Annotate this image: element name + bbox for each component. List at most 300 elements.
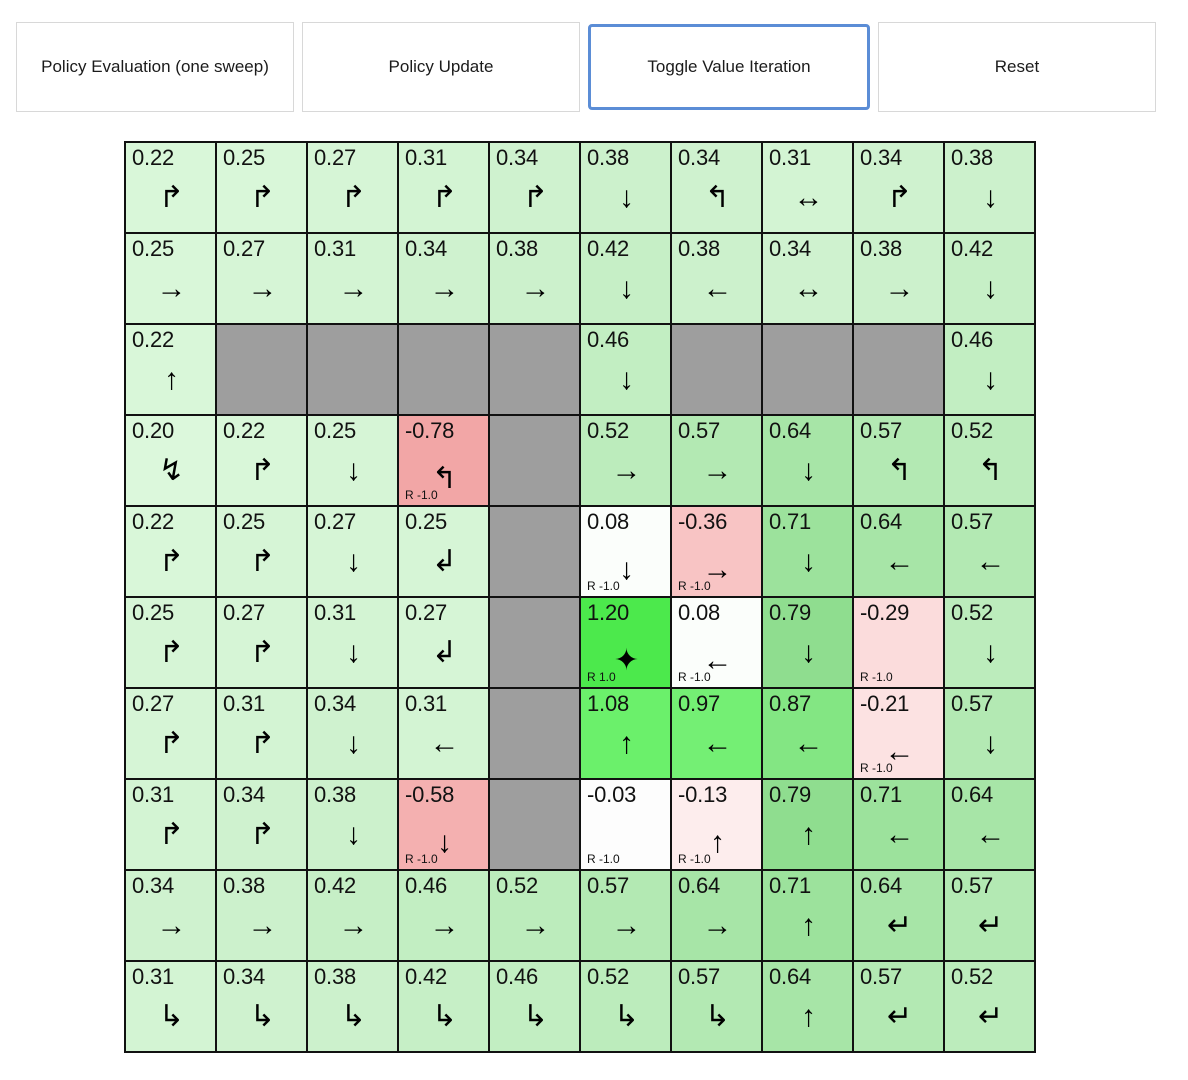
cell-inner	[672, 871, 761, 960]
policy-arrow-icon: →	[156, 272, 185, 305]
policy-arrow-icon: ←	[702, 727, 731, 760]
grid-row	[125, 688, 1035, 779]
cell-inner	[581, 325, 670, 414]
cell-inner	[126, 780, 215, 869]
grid-cell[interactable]	[762, 142, 853, 233]
policy-arrow-icon: ↳	[613, 1000, 638, 1033]
policy-arrow-icon: ↓	[801, 636, 814, 669]
policy-arrow-icon: →	[884, 272, 913, 305]
cell-value: 0.46	[587, 327, 630, 352]
cell-inner	[672, 598, 761, 687]
policy-arrow-icon: →	[702, 909, 731, 942]
policy-arrow-icon: ↓	[983, 181, 996, 214]
grid-cell[interactable]	[307, 961, 398, 1052]
cell-value: 0.57	[860, 418, 903, 443]
cell-inner	[581, 962, 670, 1051]
cell-value: 0.52	[951, 600, 994, 625]
cell-reward-label: R 1.0	[587, 670, 616, 684]
cell-inner	[854, 780, 943, 869]
grid-cell[interactable]	[307, 415, 398, 506]
policy-arrow-icon: ↑	[801, 818, 814, 851]
policy-arrow-icon: ↓	[346, 545, 359, 578]
grid-cell[interactable]	[853, 142, 944, 233]
cell-inner	[126, 416, 215, 505]
grid-cell[interactable]	[398, 415, 489, 506]
grid-cell[interactable]	[944, 415, 1035, 506]
policy-arrow-icon: ↰	[431, 462, 456, 495]
cell-value: 0.57	[951, 509, 994, 534]
policy-arrow-icon: →	[702, 454, 731, 487]
policy-arrow-icon: ↓	[619, 181, 632, 214]
grid-row	[125, 415, 1035, 506]
grid-table	[124, 141, 1036, 1053]
grid-cell[interactable]	[944, 233, 1035, 324]
cell-inner	[672, 689, 761, 778]
grid-cell[interactable]	[125, 415, 216, 506]
grid-row	[125, 142, 1035, 233]
policy-arrow-icon: ↓	[619, 363, 632, 396]
cell-value: 0.38	[223, 873, 266, 898]
grid-cell[interactable]	[307, 870, 398, 961]
policy-arrow-icon: ↱	[249, 727, 274, 760]
cell-value: 0.64	[678, 873, 721, 898]
grid-cell-wall	[853, 324, 944, 415]
grid-cell[interactable]	[853, 688, 944, 779]
grid-cell[interactable]	[944, 597, 1035, 688]
cell-value: 0.42	[587, 236, 630, 261]
grid-cell[interactable]	[398, 142, 489, 233]
policy-arrow-icon: ↳	[522, 1000, 547, 1033]
cell-value: 0.25	[132, 600, 175, 625]
grid-cell[interactable]	[398, 233, 489, 324]
cell-value: 0.64	[951, 782, 994, 807]
cell-value: 0.38	[314, 964, 357, 989]
cell-value: 0.34	[314, 691, 357, 716]
grid-cell[interactable]	[125, 506, 216, 597]
grid-cell[interactable]	[398, 870, 489, 961]
cell-value: 0.34	[223, 782, 266, 807]
cell-inner	[763, 780, 852, 869]
cell-value: 0.79	[769, 600, 812, 625]
cell-inner	[581, 416, 670, 505]
grid-cell[interactable]	[762, 688, 853, 779]
cell-value: 0.25	[223, 145, 266, 170]
cell-inner	[308, 689, 397, 778]
grid-cell[interactable]	[216, 506, 307, 597]
policy-arrow-icon: ↱	[158, 727, 183, 760]
policy-arrow-icon: ↓	[983, 272, 996, 305]
policy-arrow-icon: →	[338, 909, 367, 942]
cell-inner	[399, 234, 488, 323]
policy-arrow-icon: ↱	[158, 818, 183, 851]
grid-cell[interactable]	[125, 324, 216, 415]
cell-value: -0.13	[678, 782, 728, 807]
policy-arrow-icon: ↯	[158, 454, 183, 487]
policy-arrow-icon: →	[702, 553, 731, 586]
cell-value: 0.57	[951, 691, 994, 716]
grid-cell[interactable]	[216, 415, 307, 506]
policy-arrow-icon: ↱	[249, 818, 274, 851]
cell-value: 0.38	[951, 145, 994, 170]
policy-arrow-icon: ↱	[158, 636, 183, 669]
cell-inner	[217, 143, 306, 232]
cell-inner	[308, 507, 397, 596]
grid-cell[interactable]	[671, 688, 762, 779]
cell-value: 0.34	[860, 145, 903, 170]
grid-cell[interactable]	[125, 961, 216, 1052]
cell-value: 0.57	[951, 873, 994, 898]
cell-inner	[672, 143, 761, 232]
cell-value: 0.27	[223, 600, 266, 625]
cell-value: 0.31	[132, 964, 175, 989]
grid-cell[interactable]	[853, 233, 944, 324]
cell-inner	[490, 871, 579, 960]
grid-row	[125, 870, 1035, 961]
policy-arrow-icon: →	[520, 909, 549, 942]
policy-arrow-icon: ↱	[522, 181, 547, 214]
cell-value: -0.21	[860, 691, 910, 716]
grid-cell[interactable]	[398, 506, 489, 597]
cell-value: 0.52	[951, 418, 994, 443]
grid-cell[interactable]	[489, 233, 580, 324]
cell-value: 0.22	[132, 145, 175, 170]
cell-value: 0.31	[314, 236, 357, 261]
grid-cell[interactable]	[580, 415, 671, 506]
cell-inner	[854, 143, 943, 232]
grid-cell[interactable]	[307, 142, 398, 233]
policy-arrow-icon: ↵	[977, 909, 1002, 942]
policy-arrow-icon: ↑	[164, 363, 177, 396]
grid-cell[interactable]	[125, 142, 216, 233]
cell-inner	[308, 598, 397, 687]
cell-inner	[581, 871, 670, 960]
cell-inner	[945, 325, 1034, 414]
grid-cell[interactable]	[398, 597, 489, 688]
grid-cell[interactable]	[671, 870, 762, 961]
grid-cell[interactable]	[944, 961, 1035, 1052]
grid-cell[interactable]	[944, 870, 1035, 961]
grid-cell[interactable]	[216, 688, 307, 779]
policy-arrow-icon: ↱	[249, 181, 274, 214]
grid-cell[interactable]	[398, 779, 489, 870]
policy-arrow-icon: ↑	[710, 826, 723, 859]
grid-cell[interactable]	[671, 415, 762, 506]
policy-arrow-icon: ↲	[431, 545, 456, 578]
cell-reward-label: R -1.0	[678, 852, 711, 866]
grid-cell[interactable]	[944, 506, 1035, 597]
cell-value: 0.34	[223, 964, 266, 989]
grid-cell[interactable]	[307, 506, 398, 597]
cell-value: 0.79	[769, 782, 812, 807]
grid-cell[interactable]	[944, 779, 1035, 870]
cell-inner	[490, 234, 579, 323]
cell-inner	[854, 962, 943, 1051]
cell-value: 0.52	[496, 873, 539, 898]
policy-arrow-icon: ↱	[158, 545, 183, 578]
policy-arrow-icon: ↲	[431, 636, 456, 669]
grid-cell[interactable]	[853, 597, 944, 688]
cell-value: 0.34	[678, 145, 721, 170]
cell-inner	[945, 143, 1034, 232]
policy-arrow-icon: →	[247, 909, 276, 942]
cell-inner	[672, 416, 761, 505]
cell-inner	[126, 325, 215, 414]
toolbar	[16, 22, 1156, 112]
policy-arrow-icon: ←	[884, 735, 913, 768]
grid-cell[interactable]	[398, 688, 489, 779]
grid-cell[interactable]	[125, 870, 216, 961]
cell-inner	[945, 962, 1034, 1051]
cell-reward-label: R -1.0	[678, 670, 711, 684]
policy-arrow-icon: ↓	[346, 727, 359, 760]
grid-cell[interactable]	[853, 415, 944, 506]
grid-cell[interactable]	[125, 233, 216, 324]
cell-value: 0.31	[314, 600, 357, 625]
policy-arrow-icon: ↵	[886, 1000, 911, 1033]
grid-cell[interactable]	[944, 688, 1035, 779]
policy-arrow-icon: ↓	[983, 636, 996, 669]
cell-inner	[490, 143, 579, 232]
grid-cell[interactable]	[671, 142, 762, 233]
cell-inner	[126, 598, 215, 687]
grid-cell-wall	[489, 688, 580, 779]
cell-value: -0.58	[405, 782, 455, 807]
reset-button[interactable]: Reset	[878, 22, 1156, 112]
grid-cell[interactable]	[762, 597, 853, 688]
grid-cell[interactable]	[762, 233, 853, 324]
cell-value: -0.03	[587, 782, 637, 807]
grid-cell[interactable]	[489, 870, 580, 961]
grid-cell[interactable]	[307, 233, 398, 324]
policy-arrow-icon: ↰	[886, 454, 911, 487]
policy-arrow-icon: ←	[702, 644, 731, 677]
grid-cell[interactable]	[671, 233, 762, 324]
grid-cell[interactable]	[853, 506, 944, 597]
grid-cell[interactable]	[762, 415, 853, 506]
cell-inner	[763, 962, 852, 1051]
cell-inner	[763, 689, 852, 778]
cell-value: 0.25	[405, 509, 448, 534]
cell-value: 0.64	[769, 418, 812, 443]
grid-cell[interactable]	[671, 779, 762, 870]
grid-cell[interactable]	[580, 324, 671, 415]
cell-value: 0.25	[132, 236, 175, 261]
policy-update-button[interactable]: Policy Update	[302, 22, 580, 112]
cell-inner	[399, 416, 488, 505]
policy-arrow-icon: ←	[884, 818, 913, 851]
cell-value: -0.29	[860, 600, 910, 625]
grid-cell[interactable]	[762, 870, 853, 961]
cell-value: 0.31	[405, 691, 448, 716]
policy-arrow-icon: ↓	[437, 826, 450, 859]
cell-inner	[308, 871, 397, 960]
cell-inner	[217, 780, 306, 869]
grid-cell[interactable]	[216, 233, 307, 324]
grid-cell[interactable]	[125, 597, 216, 688]
policy-arrow-icon: →	[429, 272, 458, 305]
cell-value: 0.31	[405, 145, 448, 170]
grid-cell[interactable]	[853, 779, 944, 870]
cell-value: 0.31	[223, 691, 266, 716]
cell-inner	[581, 507, 670, 596]
grid-cell[interactable]	[671, 961, 762, 1052]
cell-inner	[399, 871, 488, 960]
grid-cell[interactable]	[580, 779, 671, 870]
grid-cell[interactable]	[216, 870, 307, 961]
cell-inner	[763, 507, 852, 596]
cell-inner	[945, 234, 1034, 323]
grid-cell-wall	[489, 415, 580, 506]
grid-cell-wall	[398, 324, 489, 415]
grid-cell[interactable]	[671, 597, 762, 688]
cell-reward-label: R -1.0	[405, 488, 438, 502]
cell-inner	[945, 780, 1034, 869]
cell-value: 0.52	[587, 964, 630, 989]
cell-inner	[399, 780, 488, 869]
cell-inner	[581, 689, 670, 778]
cell-inner	[217, 598, 306, 687]
policy-arrow-icon: ↰	[704, 181, 729, 214]
policy-arrow-icon: ↵	[886, 909, 911, 942]
cell-value: 0.25	[223, 509, 266, 534]
policy-arrow-icon: ↓	[346, 818, 359, 851]
grid-cell[interactable]	[853, 870, 944, 961]
toggle-value-iteration-button[interactable]: Toggle Value Iteration	[588, 24, 870, 110]
grid-cell[interactable]	[489, 142, 580, 233]
cell-inner	[126, 871, 215, 960]
policy-arrow-icon: →	[247, 272, 276, 305]
cell-value: 0.97	[678, 691, 721, 716]
cell-inner	[399, 689, 488, 778]
cell-value: 0.34	[769, 236, 812, 261]
cell-inner	[217, 507, 306, 596]
grid-cell[interactable]	[853, 961, 944, 1052]
cell-value: 0.57	[860, 964, 903, 989]
grid-cell[interactable]	[580, 688, 671, 779]
cell-inner	[672, 507, 761, 596]
grid-cell[interactable]	[216, 961, 307, 1052]
cell-value: 0.57	[678, 964, 721, 989]
cell-inner	[945, 507, 1034, 596]
cell-inner	[308, 962, 397, 1051]
grid-cell[interactable]	[580, 597, 671, 688]
cell-inner	[581, 143, 670, 232]
cell-value: 0.42	[405, 964, 448, 989]
grid-cell[interactable]	[580, 142, 671, 233]
policy-arrow-icon: ←	[975, 818, 1004, 851]
policy-arrow-icon: ↑	[619, 727, 632, 760]
cell-inner	[217, 234, 306, 323]
grid-cell[interactable]	[762, 506, 853, 597]
policy-arrow-icon: →	[611, 909, 640, 942]
cell-inner	[854, 507, 943, 596]
cell-value: 0.31	[769, 145, 812, 170]
cell-value: 0.46	[496, 964, 539, 989]
policy-evaluation-button[interactable]: Policy Evaluation (one sweep)	[16, 22, 294, 112]
cell-inner	[308, 780, 397, 869]
cell-value: 0.08	[587, 509, 630, 534]
cell-inner	[399, 962, 488, 1051]
cell-value: 0.57	[678, 418, 721, 443]
grid-cell[interactable]	[307, 688, 398, 779]
cell-reward-label: R -1.0	[405, 852, 438, 866]
policy-arrow-icon: ↔	[793, 272, 822, 305]
cell-value: 1.20	[587, 600, 630, 625]
cell-value: 0.64	[860, 873, 903, 898]
cell-value: 0.08	[678, 600, 721, 625]
cell-value: 0.64	[769, 964, 812, 989]
policy-arrow-icon: →	[429, 909, 458, 942]
grid-cell-wall	[489, 324, 580, 415]
grid-cell[interactable]	[762, 961, 853, 1052]
grid-cell[interactable]	[125, 688, 216, 779]
policy-arrow-icon: ↱	[431, 181, 456, 214]
grid-cell[interactable]	[216, 142, 307, 233]
policy-arrow-icon: ✦	[613, 644, 638, 677]
cell-value: 0.38	[496, 236, 539, 261]
cell-inner	[581, 780, 670, 869]
policy-arrow-icon: ↓	[619, 272, 632, 305]
policy-arrow-icon: →	[520, 272, 549, 305]
grid-cell[interactable]	[125, 779, 216, 870]
grid-cell[interactable]	[307, 779, 398, 870]
cell-reward-label: R -1.0	[678, 579, 711, 593]
grid-cell[interactable]	[944, 142, 1035, 233]
cell-inner	[763, 143, 852, 232]
grid-cell[interactable]	[216, 779, 307, 870]
grid-cell[interactable]	[944, 324, 1035, 415]
policy-arrow-icon: ↱	[249, 636, 274, 669]
grid-cell[interactable]	[762, 779, 853, 870]
cell-value: 0.71	[769, 873, 812, 898]
grid-cell[interactable]	[580, 506, 671, 597]
cell-inner	[854, 689, 943, 778]
grid-cell[interactable]	[580, 870, 671, 961]
grid-row	[125, 961, 1035, 1052]
grid-cell[interactable]	[216, 597, 307, 688]
cell-value: 0.22	[132, 327, 175, 352]
policy-arrow-icon: ↱	[340, 181, 365, 214]
grid-cell[interactable]	[671, 506, 762, 597]
cell-value: 0.57	[587, 873, 630, 898]
cell-value: 0.31	[132, 782, 175, 807]
cell-value: 0.87	[769, 691, 812, 716]
grid-cell[interactable]	[489, 961, 580, 1052]
cell-inner	[399, 598, 488, 687]
grid-cell[interactable]	[580, 233, 671, 324]
policy-arrow-icon: ↓	[619, 553, 632, 586]
policy-arrow-icon: ↓	[346, 636, 359, 669]
policy-arrow-icon: ←	[793, 727, 822, 760]
cell-inner	[945, 416, 1034, 505]
grid-cell[interactable]	[398, 961, 489, 1052]
cell-inner	[763, 234, 852, 323]
policy-arrow-icon: ↔	[793, 181, 822, 214]
cell-reward-label: R -1.0	[860, 761, 893, 775]
cell-value: 0.64	[860, 509, 903, 534]
grid-cell[interactable]	[580, 961, 671, 1052]
cell-reward-label: R -1.0	[587, 579, 620, 593]
cell-value: 0.42	[951, 236, 994, 261]
policy-arrow-icon: ←	[975, 545, 1004, 578]
grid-cell[interactable]	[307, 597, 398, 688]
grid-row	[125, 324, 1035, 415]
cell-inner	[126, 143, 215, 232]
cell-inner	[672, 962, 761, 1051]
cell-value: -0.78	[405, 418, 455, 443]
policy-arrow-icon: ↑	[801, 1000, 814, 1033]
cell-value: 0.38	[587, 145, 630, 170]
